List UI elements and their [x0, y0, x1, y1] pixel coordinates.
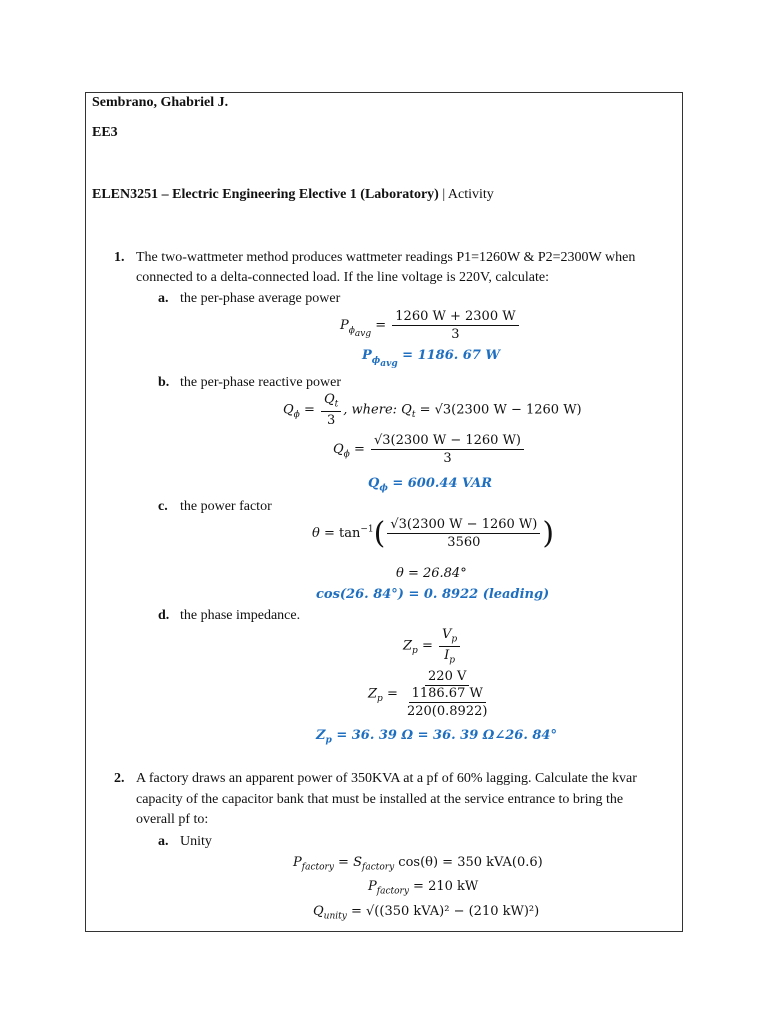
course-title — [92, 187, 494, 203]
fraction — [387, 517, 540, 550]
fraction-denominator: 3 — [326, 412, 336, 428]
equation-q-phase: $Q_\phi$ = $\frac{Q_t}{3}$ , where: $Q_t = √3(2300$ W − 1260 W) — [283, 392, 582, 428]
equation-p-avg: $P_{\phi_{avg}}$ = $\frac{1260 W + 2300 W}{3}$ — [340, 309, 521, 342]
fraction — [439, 627, 460, 665]
part-c-text: the power factor — [180, 499, 272, 514]
part-a-label: a. — [158, 291, 169, 306]
fraction — [404, 669, 490, 719]
problem1-text-line1: The two-wattmeter method produces wattmeter readings P1=1260W & P2=2300W when — [136, 250, 636, 265]
equation-zp-1: $Z_p$ = $\frac{V_p}{I_p}$ — [403, 627, 462, 665]
part-b-text: the per-phase reactive power — [180, 375, 342, 390]
problem2-number: 2. — [114, 771, 125, 786]
equation-rhs: = √((350 kVA)² − (210 kW)²) — [346, 904, 540, 919]
equation-theta: $\theta = \tan^{-1}$( $\frac{√3(2300 W - 1260 W)}{3560}$ ) — [312, 516, 555, 551]
problem2-part-a-label: a. — [158, 834, 169, 849]
course-code: ELEN3251 – Electric Engineering Elective 1 (Laboratory) — [92, 187, 439, 202]
fraction-denominator: $I_p$ — [444, 647, 456, 666]
problem1-number: 1. — [114, 250, 125, 265]
where-rhs: = √3(2300 W − 1260 W) — [415, 402, 582, 418]
fraction-numerator: √3(2300 W − 1260 W) — [387, 517, 540, 534]
result-value: = 600.44 VAR — [392, 476, 493, 491]
course-suffix: | Activity — [438, 187, 494, 202]
part-a-text: the per-phase average power — [180, 291, 341, 306]
fraction-numerator: 220 V — [425, 669, 469, 686]
fraction-denominator: 3 — [451, 327, 460, 342]
fraction-numerator: $Q_t$ — [321, 392, 341, 412]
fraction-denominator: 3560 — [447, 535, 481, 550]
equation-q-unity: $Q_{unity} = √((350$ kVA)² − (210 kW)²) — [313, 904, 540, 922]
fraction-numerator: √3(2300 W − 1260 W) — [371, 433, 524, 450]
result-value: = 36. 39 Ω = 36. 39 Ω∠26. 84° — [336, 728, 557, 743]
fraction — [392, 309, 518, 342]
fraction-numerator: 1260 W + 2300 W — [392, 309, 518, 326]
equation-p-factory: $P_{factory} = S_{factory}$ cos(θ) = 350 kVA(0.6) — [293, 855, 543, 873]
section-label: EE3 — [92, 125, 118, 140]
equation-rhs: cos(θ) = 350 kVA(0.6) — [394, 855, 543, 870]
equation-q-phase-2: $Q_\phi$ = $\frac{√3(2300 W - 1260 W)}{3}$ — [333, 433, 526, 466]
part-c-label: c. — [158, 499, 168, 514]
fraction — [321, 392, 341, 428]
problem1-text-line2: connected to a delta-connected load. If the line voltage is 220V, calculate: — [136, 270, 549, 285]
fraction-middle: 1186.67 W — [409, 686, 486, 703]
result-value: = 1186. 67 W — [402, 348, 501, 363]
problem2-text-line1: A factory draws an apparent power of 350KVA at a pf of 60% lagging. Calculate the kvar — [136, 771, 637, 786]
problem2-text-line3: overall pf to: — [136, 812, 209, 827]
problem2-part-a-text: Unity — [180, 834, 212, 849]
where-clause: , where: Q — [343, 402, 412, 418]
problem2-text-line2: capacity of the capacitor bank that must be installed at the service entrance to bring the — [136, 792, 624, 807]
result-impedance: $Z_p = 36$. 39 Ω = 36. 39 Ω∠26. 84° — [316, 728, 557, 746]
part-d-label: d. — [158, 608, 170, 623]
fraction-denominator: 3 — [443, 451, 452, 466]
student-name: Sembrano, Ghabriel J. — [92, 95, 229, 110]
result-q-phase: $Q_\phi = 600.44$ VAR — [368, 476, 493, 494]
equation-p-factory-2: $P_{factory} = 210$ kW — [368, 879, 479, 897]
part-b-label: b. — [158, 375, 170, 390]
equation-zp-2: $Z_p$ = 220 V 1186.67 W 220(0.8922) — [368, 669, 492, 719]
equation-rhs: = 210 kW — [408, 879, 479, 894]
fraction — [371, 433, 524, 466]
result-power-factor: cos(26. 84°) = 0. 8922 (leading) — [316, 587, 550, 602]
fraction-numerator: $V_p$ — [439, 627, 460, 647]
result-p-avg: $P_{\phi_{avg}} = 1186$. 67 W — [362, 348, 501, 369]
theta-value: θ = 26.84° — [396, 566, 467, 581]
part-d-text: the phase impedance. — [180, 608, 301, 623]
fraction-denominator: 220(0.8922) — [406, 704, 488, 719]
